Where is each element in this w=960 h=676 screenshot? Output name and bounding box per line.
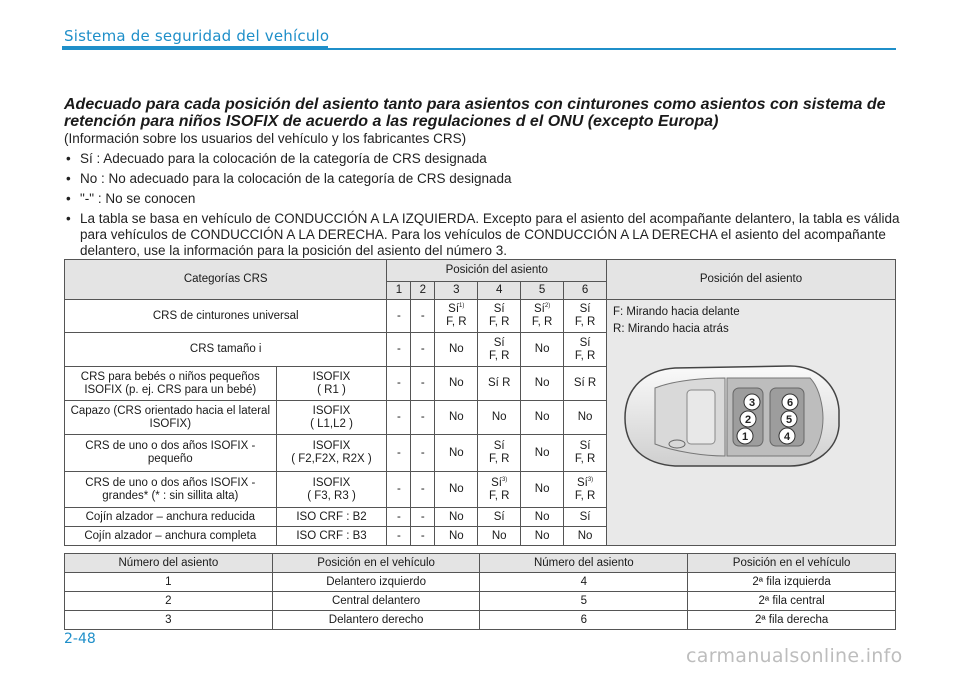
cell: No bbox=[435, 472, 478, 508]
cell: No bbox=[564, 401, 607, 435]
cell: Sí F, R bbox=[478, 435, 521, 472]
cell: Sí F, R bbox=[478, 300, 521, 333]
svg-text:1: 1 bbox=[741, 431, 749, 443]
cell: 5 bbox=[480, 592, 688, 611]
cell: 2 bbox=[65, 592, 273, 611]
crs-category-label: CRS de uno o dos años ISOFIX - grandes* (* : sin sillita alta) bbox=[65, 472, 277, 508]
cell: 2ª fila derecha bbox=[688, 611, 896, 630]
section-title: Sistema de seguridad del vehículo bbox=[64, 27, 330, 45]
title-rule-line bbox=[328, 48, 896, 50]
crs-category-label: CRS tamaño i bbox=[65, 333, 387, 367]
seat-marker-6 bbox=[782, 394, 798, 410]
cell: 1 bbox=[65, 573, 273, 592]
header-seat-position-figure: Posición del asiento bbox=[607, 260, 896, 300]
seat-marker-2 bbox=[740, 411, 756, 427]
crs-category-label: Cojín alzador – anchura completa bbox=[65, 527, 277, 546]
bullet-item: • "-" : No se conocen bbox=[66, 191, 196, 206]
cell: No bbox=[435, 527, 478, 546]
isofix-class: ISOFIX ( L1,L2 ) bbox=[276, 401, 387, 435]
crs-category-label: Capazo (CRS orientado hacia el lateral ISOFIX) bbox=[65, 401, 277, 435]
isofix-class: ISOFIX ( F2,F2X, R2X ) bbox=[276, 435, 387, 472]
isofix-class: ISOFIX ( F3, R3 ) bbox=[276, 472, 387, 508]
header-vehicle-position: Posición en el vehículo bbox=[272, 554, 480, 573]
cell: - bbox=[411, 367, 435, 401]
isofix-class: ISO CRF : B2 bbox=[276, 508, 387, 527]
cell: Sí bbox=[564, 508, 607, 527]
cell: Central delantero bbox=[272, 592, 480, 611]
cell: No bbox=[521, 508, 564, 527]
cell: - bbox=[411, 401, 435, 435]
cell: No bbox=[521, 472, 564, 508]
svg-text:4: 4 bbox=[783, 431, 791, 443]
cell: Sí R bbox=[564, 367, 607, 401]
cell: - bbox=[411, 508, 435, 527]
seat-number-header: 2 bbox=[411, 282, 435, 300]
cell: No bbox=[435, 333, 478, 367]
cell: - bbox=[411, 472, 435, 508]
title-rule bbox=[62, 46, 328, 50]
watermark: carmanualsonline.info bbox=[686, 645, 903, 667]
cell: 2ª fila izquierda bbox=[688, 573, 896, 592]
header-vehicle-position: Posición en el vehículo bbox=[688, 554, 896, 573]
svg-text:3: 3 bbox=[748, 397, 756, 409]
cell: Sí F, R bbox=[564, 333, 607, 367]
crs-suitability-table bbox=[64, 259, 896, 546]
header-seat-number: Número del asiento bbox=[480, 554, 688, 573]
seat-number-header: 4 bbox=[478, 282, 521, 300]
cell: - bbox=[387, 472, 411, 508]
table-row bbox=[65, 573, 896, 592]
header-seat-number: Número del asiento bbox=[65, 554, 273, 573]
cell: No bbox=[521, 367, 564, 401]
cell: No bbox=[521, 527, 564, 546]
cell: Sí F, R bbox=[478, 333, 521, 367]
seat-number-header: 3 bbox=[435, 282, 478, 300]
header-crs-category: Categorías CRS bbox=[65, 260, 387, 300]
page-heading: Adecuado para cada posición del asiento tanto para asientos con cinturones como asientos con sistema de retención para niños ISOFIX de acuerdo a las regulaciones d el ONU (excepto Europa) bbox=[64, 96, 886, 130]
cell: $Sí^{1)}$ F, R bbox=[435, 300, 478, 333]
crs-category-label: Cojín alzador – anchura reducida bbox=[65, 508, 277, 527]
seat-marker-3 bbox=[744, 394, 760, 410]
cell: Delantero izquierdo bbox=[272, 573, 480, 592]
cell: No bbox=[478, 401, 521, 435]
cell: No bbox=[521, 333, 564, 367]
bullet-item: • Sí : Adecuado para la colocación de la categoría de CRS designada bbox=[66, 151, 487, 166]
cell: No bbox=[521, 435, 564, 472]
bullet-list bbox=[64, 151, 902, 263]
bullet-item: • La tabla se basa en vehículo de CONDUCCIÓN A LA IZQUIERDA. Excepto para el asiento del acompañante delantero, la tabla es válida para vehículos de CONDUCCIÓN A LA DERECHA. Para los vehículos de CONDUCCIÓN A LA DERECHA el asiento del acompañante delantero, use la información para la posición del asiento del número 3. bbox=[66, 211, 900, 258]
cell: - bbox=[387, 401, 411, 435]
seat-number-header: 5 bbox=[521, 282, 564, 300]
cell: No bbox=[435, 367, 478, 401]
table-row bbox=[65, 611, 896, 630]
table-row bbox=[65, 300, 896, 333]
seat-number-header: 1 bbox=[387, 282, 411, 300]
cell: - bbox=[387, 300, 411, 333]
seat-number-table bbox=[64, 553, 896, 630]
legend-rear: R: Mirando hacia atrás bbox=[613, 323, 729, 335]
cell: 6 bbox=[480, 611, 688, 630]
cell: No bbox=[435, 401, 478, 435]
cell: - bbox=[411, 527, 435, 546]
seat-position-figure bbox=[607, 300, 896, 546]
car-top-view-icon bbox=[615, 348, 845, 478]
crs-category-label: CRS de uno o dos años ISOFIX - pequeño bbox=[65, 435, 277, 472]
seat-marker-4 bbox=[779, 428, 795, 444]
table-row bbox=[65, 592, 896, 611]
cell: 3 bbox=[65, 611, 273, 630]
cell: $Sí^{2)}$ F, R bbox=[521, 300, 564, 333]
bullet-item: • No : No adecuado para la colocación de la categoría de CRS designada bbox=[66, 171, 512, 186]
page-number: 2-48 bbox=[64, 631, 96, 647]
cell: - bbox=[387, 333, 411, 367]
cell: Sí bbox=[478, 508, 521, 527]
seat-number-header: 6 bbox=[564, 282, 607, 300]
seat-marker-1 bbox=[737, 428, 753, 444]
cell: 2ª fila central bbox=[688, 592, 896, 611]
cell: No bbox=[435, 435, 478, 472]
cell: 4 bbox=[480, 573, 688, 592]
cell: No bbox=[564, 527, 607, 546]
cell: - bbox=[387, 527, 411, 546]
cell: No bbox=[435, 508, 478, 527]
cell: - bbox=[387, 508, 411, 527]
cell: - bbox=[411, 435, 435, 472]
intro-text: (Información sobre los usuarios del vehículo y los fabricantes CRS) bbox=[64, 131, 467, 146]
isofix-class: ISOFIX ( R1 ) bbox=[276, 367, 387, 401]
cell: Sí F, R bbox=[564, 300, 607, 333]
svg-text:6: 6 bbox=[786, 397, 794, 409]
cell: $Sí^{3)}$ F, R bbox=[478, 472, 521, 508]
isofix-class: ISO CRF : B3 bbox=[276, 527, 387, 546]
seat-marker-5 bbox=[781, 411, 797, 427]
cell: - bbox=[387, 367, 411, 401]
cell: No bbox=[521, 401, 564, 435]
cell: - bbox=[387, 435, 411, 472]
cell: Sí F, R bbox=[564, 435, 607, 472]
cell: Sí R bbox=[478, 367, 521, 401]
svg-text:5: 5 bbox=[785, 414, 793, 426]
header-seat-position: Posición del asiento bbox=[387, 260, 607, 282]
cell: $Sí^{3)}$ F, R bbox=[564, 472, 607, 508]
cell: No bbox=[478, 527, 521, 546]
cell: Delantero derecho bbox=[272, 611, 480, 630]
svg-text:2: 2 bbox=[744, 414, 752, 426]
legend-forward: F: Mirando hacia delante bbox=[613, 306, 740, 318]
cell: - bbox=[411, 333, 435, 367]
cell: - bbox=[411, 300, 435, 333]
crs-category-label: CRS para bebés o niños pequeños ISOFIX (p. ej. CRS para un bebé) bbox=[65, 367, 277, 401]
crs-category-label: CRS de cinturones universal bbox=[65, 300, 387, 333]
